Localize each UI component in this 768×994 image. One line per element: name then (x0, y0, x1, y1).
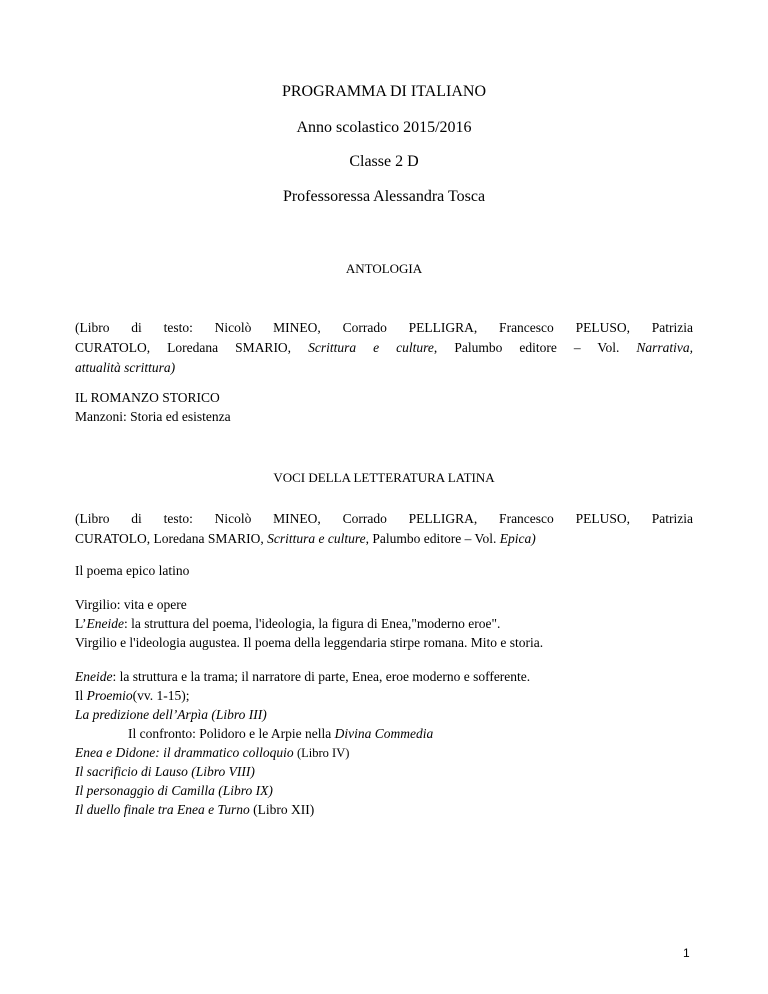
poema-epico-heading: Il poema epico latino (75, 563, 190, 578)
latina-book-line-1: (Libro di testo: Nicolò MINEO, Corrado PELLIGRA, Francesco PELUSO, Patrizia (75, 511, 693, 526)
eneide-line: L’Eneide: la struttura del poema, l'ideologia, la figura di Enea,"moderno eroe". (75, 616, 501, 631)
proemio-line: Il Proemio(vv. 1-15); (75, 688, 190, 703)
class-label: Classe 2 D (349, 153, 419, 170)
didone-line: Enea e Didone: il drammatico colloquio (Libro IV) (75, 745, 350, 760)
virgilio-line: Virgilio: vita e opere (75, 597, 187, 612)
duello-line: Il duello finale tra Enea e Turno (Libro XII) (75, 802, 315, 817)
school-year: Anno scolastico 2015/2016 (296, 119, 472, 136)
lauso-line: Il sacrificio di Lauso (Libro VIII) (75, 764, 255, 779)
document-title: PROGRAMMA DI ITALIANO (281, 83, 487, 100)
page-number: 1 (683, 946, 690, 960)
antologia-book-line-1: (Libro di testo: Nicolò MINEO, Corrado PELLIGRA, Francesco PELUSO, Patrizia (75, 320, 693, 335)
camilla-line: Il personaggio di Camilla (Libro IX) (75, 783, 273, 798)
trama-line: Eneide: la struttura e la trama; il narratore di parte, Enea, eroe moderno e sofferente. (75, 669, 531, 684)
latina-book-line-2: CURATOLO, Loredana SMARIO, Scrittura e culture, Palumbo editore – Vol. Epica) (75, 531, 536, 546)
section-heading-latina: VOCI DELLA LETTERATURA LATINA (273, 470, 495, 485)
teacher-name: Professoressa Alessandra Tosca (282, 188, 486, 205)
topic-item: Manzoni: Storia ed esistenza (75, 409, 231, 424)
confronto-line: Il confronto: Polidoro e le Arpie nella Divina Commedia (128, 726, 434, 741)
ideologia-line: Virgilio e l'ideologia augustea. Il poema della leggendaria stirpe romana. Mito e storia. (75, 635, 544, 650)
topic-title: IL ROMANZO STORICO (75, 390, 220, 405)
antologia-book-line-2: CURATOLO, Loredana SMARIO, Scrittura e culture, Palumbo editore – Vol. Narrativa, (75, 340, 693, 355)
arpia-line: La predizione dell’Arpìa (Libro III) (75, 707, 267, 722)
section-heading-antologia: ANTOLOGIA (345, 261, 423, 276)
antologia-book-line-3: attualità scrittura) (75, 360, 176, 375)
